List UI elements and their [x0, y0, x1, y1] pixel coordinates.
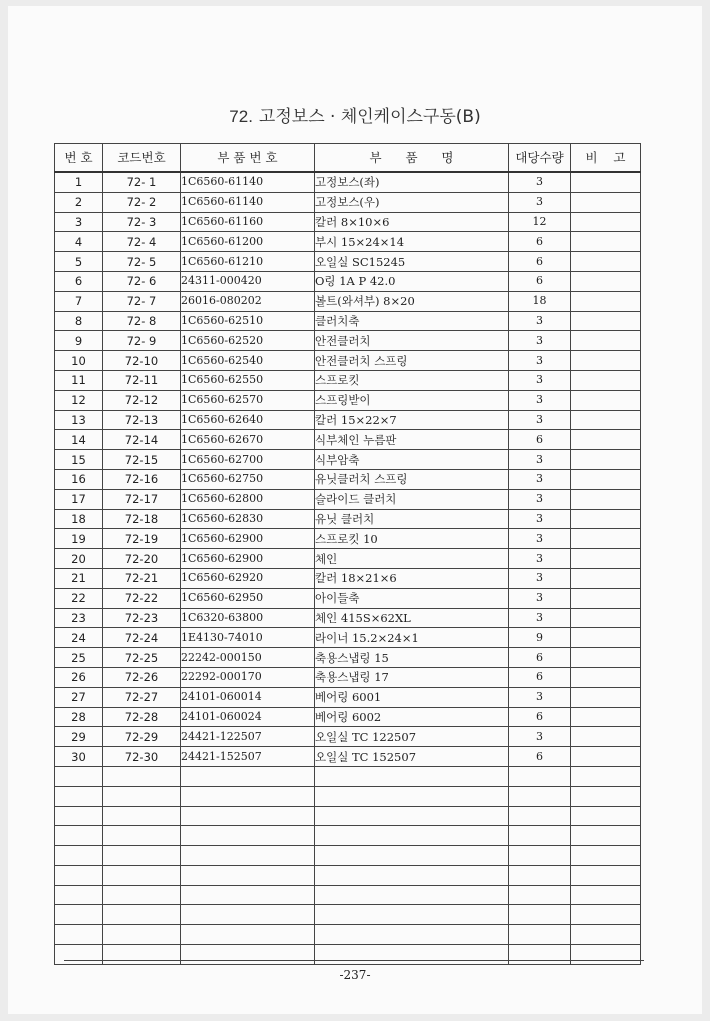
remarks-cell	[571, 727, 641, 747]
part-name-cell: 체인	[315, 549, 509, 569]
table-row	[55, 628, 641, 648]
quantity-cell: 3	[509, 608, 571, 628]
remarks-cell	[571, 252, 641, 272]
empty-cell	[315, 806, 509, 826]
code-number-cell: 72- 8	[103, 311, 181, 331]
table-row	[55, 450, 641, 470]
empty-cell	[571, 826, 641, 846]
remarks-cell	[571, 469, 641, 489]
quantity-cell: 6	[509, 271, 571, 291]
empty-table-row	[55, 905, 641, 925]
table-row	[55, 311, 641, 331]
table-row	[55, 410, 641, 430]
quantity-cell: 18	[509, 291, 571, 311]
part-number-cell: 1C6320-63800	[181, 608, 315, 628]
empty-cell	[571, 925, 641, 945]
empty-table-row	[55, 826, 641, 846]
empty-cell	[509, 806, 571, 826]
code-number-cell: 72- 2	[103, 192, 181, 212]
row-number-cell: 11	[55, 370, 103, 390]
part-number-cell: 1C6560-61160	[181, 212, 315, 232]
empty-cell	[315, 846, 509, 866]
code-number-cell: 72-18	[103, 509, 181, 529]
code-number-cell: 72-19	[103, 529, 181, 549]
table-row	[55, 687, 641, 707]
remarks-cell	[571, 588, 641, 608]
empty-cell	[315, 766, 509, 786]
quantity-cell: 3	[509, 509, 571, 529]
code-number-cell: 72-25	[103, 648, 181, 668]
empty-cell	[181, 766, 315, 786]
row-number-cell: 25	[55, 648, 103, 668]
remarks-cell	[571, 390, 641, 410]
part-number-cell: 1C6560-62700	[181, 450, 315, 470]
part-number-cell: 1C6560-62920	[181, 568, 315, 588]
empty-cell	[509, 905, 571, 925]
row-number-cell: 19	[55, 529, 103, 549]
empty-cell	[103, 786, 181, 806]
empty-cell	[55, 846, 103, 866]
empty-cell	[509, 826, 571, 846]
empty-cell	[315, 905, 509, 925]
empty-cell	[571, 806, 641, 826]
code-number-cell: 72-23	[103, 608, 181, 628]
empty-cell	[55, 905, 103, 925]
remarks-cell	[571, 331, 641, 351]
part-number-cell: 1C6560-62510	[181, 311, 315, 331]
row-number-cell: 17	[55, 489, 103, 509]
row-number-cell: 13	[55, 410, 103, 430]
empty-cell	[509, 786, 571, 806]
remarks-cell	[571, 667, 641, 687]
row-number-cell: 23	[55, 608, 103, 628]
quantity-cell: 3	[509, 311, 571, 331]
row-number-cell: 5	[55, 252, 103, 272]
remarks-cell	[571, 430, 641, 450]
code-number-cell: 72- 1	[103, 172, 181, 192]
remarks-cell	[571, 489, 641, 509]
quantity-cell: 12	[509, 212, 571, 232]
empty-cell	[571, 905, 641, 925]
part-name-cell: 라이너 15.2×24×1	[315, 628, 509, 648]
part-number-cell: 24101-060024	[181, 707, 315, 727]
part-number-cell: 1E4130-74010	[181, 628, 315, 648]
empty-cell	[103, 766, 181, 786]
quantity-cell: 3	[509, 390, 571, 410]
quantity-cell: 6	[509, 747, 571, 767]
code-number-cell: 72-22	[103, 588, 181, 608]
quantity-cell: 6	[509, 667, 571, 687]
part-number-cell: 1C6560-62950	[181, 588, 315, 608]
part-name-cell: 스프로킷 10	[315, 529, 509, 549]
part-name-cell: 유닛 클러치	[315, 509, 509, 529]
empty-cell	[315, 945, 509, 965]
part-number-cell: 1C6560-62830	[181, 509, 315, 529]
remarks-cell	[571, 271, 641, 291]
row-number-cell: 1	[55, 172, 103, 192]
part-name-cell: 칼러 18×21×6	[315, 568, 509, 588]
quantity-cell: 3	[509, 331, 571, 351]
quantity-cell: 6	[509, 252, 571, 272]
code-number-cell: 72-27	[103, 687, 181, 707]
remarks-cell	[571, 648, 641, 668]
part-name-cell: 오일실 TC 122507	[315, 727, 509, 747]
remarks-cell	[571, 410, 641, 430]
part-number-cell: 22242-000150	[181, 648, 315, 668]
table-row	[55, 608, 641, 628]
part-name-cell: 체인 415S×62XL	[315, 608, 509, 628]
remarks-cell	[571, 707, 641, 727]
header-code: 코드번호	[103, 144, 181, 173]
table-row	[55, 549, 641, 569]
quantity-cell: 3	[509, 450, 571, 470]
table-row	[55, 469, 641, 489]
empty-cell	[509, 846, 571, 866]
code-number-cell: 72-26	[103, 667, 181, 687]
part-number-cell: 24101-060014	[181, 687, 315, 707]
table-row	[55, 172, 641, 192]
header-part-number: 부 품 번 호	[181, 144, 315, 173]
part-name-cell: 축용스냅링 17	[315, 667, 509, 687]
catalog-page	[8, 6, 702, 1014]
row-number-cell: 16	[55, 469, 103, 489]
empty-cell	[509, 925, 571, 945]
part-name-cell: 볼트(와셔부) 8×20	[315, 291, 509, 311]
row-number-cell: 15	[55, 450, 103, 470]
empty-cell	[181, 826, 315, 846]
remarks-cell	[571, 687, 641, 707]
part-number-cell: 1C6560-62800	[181, 489, 315, 509]
row-number-cell: 21	[55, 568, 103, 588]
table-row	[55, 648, 641, 668]
part-number-cell: 24311-000420	[181, 271, 315, 291]
part-number-cell: 24421-122507	[181, 727, 315, 747]
empty-cell	[55, 925, 103, 945]
row-number-cell: 14	[55, 430, 103, 450]
empty-cell	[315, 786, 509, 806]
part-number-cell: 1C6560-62670	[181, 430, 315, 450]
quantity-cell: 3	[509, 351, 571, 371]
empty-cell	[103, 806, 181, 826]
table-row	[55, 370, 641, 390]
empty-cell	[181, 925, 315, 945]
row-number-cell: 2	[55, 192, 103, 212]
quantity-cell: 3	[509, 727, 571, 747]
part-name-cell: 안전클러치	[315, 331, 509, 351]
code-number-cell: 72-29	[103, 727, 181, 747]
empty-table-row	[55, 885, 641, 905]
part-name-cell: 스프링받이	[315, 390, 509, 410]
part-number-cell: 1C6560-62520	[181, 331, 315, 351]
code-number-cell: 72-10	[103, 351, 181, 371]
quantity-cell: 9	[509, 628, 571, 648]
part-name-cell: 칼러 8×10×6	[315, 212, 509, 232]
part-number-cell: 26016-080202	[181, 291, 315, 311]
section-title: 고정보스 · 체인케이스구동(B)	[258, 107, 481, 127]
remarks-cell	[571, 529, 641, 549]
empty-table-row	[55, 766, 641, 786]
part-name-cell: 부시 15×24×14	[315, 232, 509, 252]
empty-table-row	[55, 925, 641, 945]
quantity-cell: 6	[509, 648, 571, 668]
remarks-cell	[571, 212, 641, 232]
empty-cell	[571, 846, 641, 866]
part-name-cell: 베어링 6002	[315, 707, 509, 727]
empty-table-row	[55, 945, 641, 965]
empty-cell	[509, 945, 571, 965]
table-header-row	[55, 144, 641, 173]
empty-cell	[181, 846, 315, 866]
code-number-cell: 72- 5	[103, 252, 181, 272]
table-row	[55, 707, 641, 727]
row-number-cell: 18	[55, 509, 103, 529]
table-row	[55, 390, 641, 410]
code-number-cell: 72-17	[103, 489, 181, 509]
quantity-cell: 3	[509, 687, 571, 707]
part-name-cell: 클러치축	[315, 311, 509, 331]
part-number-cell: 1C6560-61140	[181, 192, 315, 212]
code-number-cell: 72-20	[103, 549, 181, 569]
remarks-cell	[571, 568, 641, 588]
empty-cell	[55, 766, 103, 786]
empty-cell	[509, 885, 571, 905]
part-number-cell: 1C6560-62750	[181, 469, 315, 489]
table-row	[55, 529, 641, 549]
empty-cell	[55, 786, 103, 806]
part-number-cell: 1C6560-62640	[181, 410, 315, 430]
part-name-cell: 슬라이드 클러치	[315, 489, 509, 509]
remarks-cell	[571, 608, 641, 628]
table-row	[55, 568, 641, 588]
quantity-cell: 3	[509, 172, 571, 192]
header-part-name: 부 품 명	[315, 144, 509, 173]
quantity-cell: 3	[509, 529, 571, 549]
empty-cell	[315, 865, 509, 885]
table-row	[55, 351, 641, 371]
empty-cell	[571, 885, 641, 905]
table-row	[55, 291, 641, 311]
empty-cell	[181, 806, 315, 826]
table-body	[55, 172, 641, 964]
row-number-cell: 10	[55, 351, 103, 371]
code-number-cell: 72- 9	[103, 331, 181, 351]
remarks-cell	[571, 232, 641, 252]
row-number-cell: 29	[55, 727, 103, 747]
remarks-cell	[571, 509, 641, 529]
header-remarks: 비 고	[571, 144, 641, 173]
table-row	[55, 727, 641, 747]
empty-cell	[55, 826, 103, 846]
part-name-cell: 아이들축	[315, 588, 509, 608]
empty-cell	[55, 806, 103, 826]
empty-cell	[55, 945, 103, 965]
part-number-cell: 1C6560-62900	[181, 549, 315, 569]
row-number-cell: 24	[55, 628, 103, 648]
quantity-cell: 3	[509, 489, 571, 509]
part-name-cell: 축용스냅링 15	[315, 648, 509, 668]
code-number-cell: 72-14	[103, 430, 181, 450]
code-number-cell: 72-24	[103, 628, 181, 648]
code-number-cell: 72-30	[103, 747, 181, 767]
remarks-cell	[571, 311, 641, 331]
empty-cell	[103, 925, 181, 945]
empty-table-row	[55, 786, 641, 806]
quantity-cell: 3	[509, 410, 571, 430]
code-number-cell: 72-11	[103, 370, 181, 390]
empty-cell	[103, 885, 181, 905]
empty-cell	[103, 865, 181, 885]
remarks-cell	[571, 351, 641, 371]
remarks-cell	[571, 747, 641, 767]
part-name-cell: 오일실 SC15245	[315, 252, 509, 272]
empty-cell	[509, 766, 571, 786]
table-row	[55, 232, 641, 252]
row-number-cell: 7	[55, 291, 103, 311]
quantity-cell: 3	[509, 192, 571, 212]
empty-table-row	[55, 806, 641, 826]
row-number-cell: 6	[55, 271, 103, 291]
empty-cell	[181, 905, 315, 925]
part-number-cell: 1C6560-61200	[181, 232, 315, 252]
empty-cell	[181, 786, 315, 806]
part-name-cell: 칼러 15×22×7	[315, 410, 509, 430]
code-number-cell: 72-13	[103, 410, 181, 430]
part-name-cell: 오일실 TC 152507	[315, 747, 509, 767]
code-number-cell: 72-12	[103, 390, 181, 410]
part-name-cell: 스프로킷	[315, 370, 509, 390]
table-row	[55, 489, 641, 509]
section-number: 72.	[229, 107, 253, 126]
empty-cell	[571, 786, 641, 806]
part-number-cell: 1C6560-61210	[181, 252, 315, 272]
remarks-cell	[571, 172, 641, 192]
quantity-cell: 3	[509, 568, 571, 588]
row-number-cell: 9	[55, 331, 103, 351]
code-number-cell: 72- 4	[103, 232, 181, 252]
header-no: 번 호	[55, 144, 103, 173]
empty-cell	[315, 925, 509, 945]
quantity-cell: 3	[509, 469, 571, 489]
empty-cell	[181, 945, 315, 965]
part-name-cell: 고정보스(우)	[315, 192, 509, 212]
part-name-cell: 베어링 6001	[315, 687, 509, 707]
part-number-cell: 1C6560-62550	[181, 370, 315, 390]
row-number-cell: 28	[55, 707, 103, 727]
row-number-cell: 20	[55, 549, 103, 569]
part-number-cell: 22292-000170	[181, 667, 315, 687]
remarks-cell	[571, 370, 641, 390]
table-row	[55, 331, 641, 351]
part-name-cell: 안전클러치 스프링	[315, 351, 509, 371]
quantity-cell: 3	[509, 370, 571, 390]
quantity-cell: 6	[509, 232, 571, 252]
empty-cell	[55, 865, 103, 885]
table-row	[55, 667, 641, 687]
part-name-cell: O링 1A P 42.0	[315, 271, 509, 291]
quantity-cell: 3	[509, 549, 571, 569]
part-number-cell: 24421-152507	[181, 747, 315, 767]
code-number-cell: 72-21	[103, 568, 181, 588]
page-title	[8, 102, 702, 127]
empty-cell	[181, 885, 315, 905]
row-number-cell: 30	[55, 747, 103, 767]
quantity-cell: 6	[509, 430, 571, 450]
part-number-cell: 1C6560-62540	[181, 351, 315, 371]
row-number-cell: 27	[55, 687, 103, 707]
empty-cell	[571, 945, 641, 965]
code-number-cell: 72-16	[103, 469, 181, 489]
table-row	[55, 747, 641, 767]
row-number-cell: 22	[55, 588, 103, 608]
empty-table-row	[55, 865, 641, 885]
table-row	[55, 509, 641, 529]
empty-cell	[103, 905, 181, 925]
code-number-cell: 72- 7	[103, 291, 181, 311]
empty-cell	[181, 865, 315, 885]
row-number-cell: 4	[55, 232, 103, 252]
part-name-cell: 고정보스(좌)	[315, 172, 509, 192]
code-number-cell: 72-28	[103, 707, 181, 727]
remarks-cell	[571, 549, 641, 569]
empty-cell	[571, 766, 641, 786]
remarks-cell	[571, 450, 641, 470]
code-number-cell: 72- 3	[103, 212, 181, 232]
empty-table-row	[55, 846, 641, 866]
row-number-cell: 3	[55, 212, 103, 232]
part-number-cell: 1C6560-61140	[181, 172, 315, 192]
part-name-cell: 식부체인 누름판	[315, 430, 509, 450]
part-name-cell: 식부암축	[315, 450, 509, 470]
remarks-cell	[571, 628, 641, 648]
table-row	[55, 588, 641, 608]
empty-cell	[103, 826, 181, 846]
code-number-cell: 72-15	[103, 450, 181, 470]
header-quantity: 대당수량	[509, 144, 571, 173]
table-row	[55, 430, 641, 450]
remarks-cell	[571, 291, 641, 311]
empty-cell	[315, 885, 509, 905]
empty-cell	[571, 865, 641, 885]
part-number-cell: 1C6560-62900	[181, 529, 315, 549]
empty-cell	[103, 846, 181, 866]
quantity-cell: 3	[509, 588, 571, 608]
table-row	[55, 252, 641, 272]
empty-cell	[315, 826, 509, 846]
row-number-cell: 26	[55, 667, 103, 687]
empty-cell	[55, 885, 103, 905]
remarks-cell	[571, 192, 641, 212]
page-number: -237-	[339, 968, 371, 982]
code-number-cell: 72- 6	[103, 271, 181, 291]
parts-table	[54, 143, 641, 965]
table-row	[55, 271, 641, 291]
empty-cell	[103, 945, 181, 965]
row-number-cell: 8	[55, 311, 103, 331]
quantity-cell: 6	[509, 707, 571, 727]
empty-cell	[509, 865, 571, 885]
part-number-cell: 1C6560-62570	[181, 390, 315, 410]
part-name-cell: 유닛클러치 스프링	[315, 469, 509, 489]
bottom-rule	[64, 960, 644, 961]
row-number-cell: 12	[55, 390, 103, 410]
table-row	[55, 212, 641, 232]
table-row	[55, 192, 641, 212]
